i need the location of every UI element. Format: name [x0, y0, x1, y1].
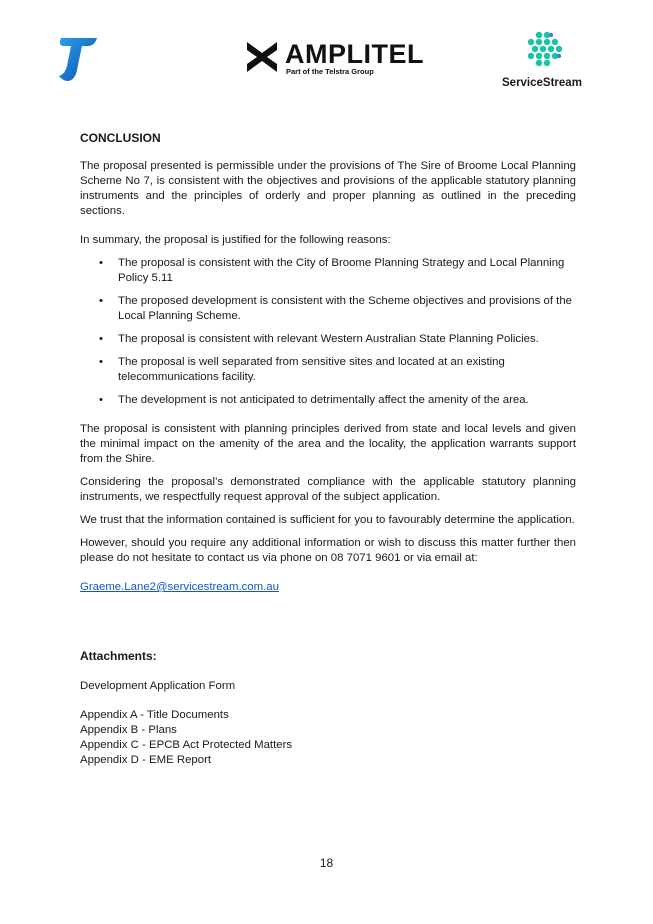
summary-lead: In summary, the proposal is justified for the following reasons:	[80, 234, 391, 246]
list-item	[80, 332, 576, 347]
amplitel-logo	[243, 38, 424, 78]
paragraph-approval: Considering the proposal’s demonstrated compliance with the applicable statutory planning instruments, we respectfully request approval of the subject application.	[80, 476, 576, 503]
reason-text: The proposal is well separated from sensitive sites and located at an existing telecommunications facility.	[118, 356, 505, 383]
conclusion-heading: CONCLUSION	[80, 131, 161, 145]
list-item: Appendix A - Title Documents	[80, 709, 229, 721]
amplitel-wordmark: AMPLITEL	[285, 39, 424, 69]
dot-cluster-logo-icon	[524, 30, 566, 74]
telstra-logo	[55, 36, 99, 82]
conclusion-intro: The proposal presented is permissible under the provisions of The Sire of Broome Local Planning Scheme No 7, is consistent with the objectives and provisions of the applicable statutory planning instruments and the principles of orderly and proper planning as outlined in the preceding sections.	[80, 160, 576, 217]
amplitel-mark-icon	[243, 38, 281, 76]
reason-text: The proposal is consistent with the City of Broome Planning Strategy and Local Planning Policy 5.11	[118, 257, 565, 284]
email-link[interactable]: Graeme.Lane2@servicestream.com.au	[80, 581, 279, 593]
attachments-heading: Attachments:	[80, 649, 157, 663]
list-item	[80, 256, 576, 286]
paragraph-contact: However, should you require any additional information or wish to discuss this matter further then please do not hesitate to contact us via phone on 08 7071 9601 or via email at:	[80, 537, 576, 564]
list-item: Appendix C - EPCB Act Protected Matters	[80, 739, 293, 751]
amplitel-tagline: Part of the Telstra Group	[286, 67, 374, 76]
bullet-icon: •	[99, 356, 103, 368]
list-item	[80, 393, 576, 408]
list-item	[80, 294, 576, 324]
telstra-t-logo-icon	[55, 36, 99, 82]
conclusion-section	[80, 131, 576, 603]
servicestream-logo	[500, 30, 590, 92]
list-item: Appendix D - EME Report	[80, 754, 212, 766]
servicestream-wordmark: ServiceStream	[502, 77, 582, 89]
attachments-section	[80, 649, 576, 768]
bullet-icon: •	[99, 394, 103, 406]
reason-text: The development is not anticipated to detrimentally affect the amenity of the area.	[118, 394, 529, 406]
reason-text: The proposal is consistent with relevant Western Australian State Planning Policies.	[118, 333, 539, 345]
list-item: Appendix B - Plans	[80, 724, 177, 736]
attachment-form: Development Application Form	[80, 680, 236, 692]
paragraph-support: The proposal is consistent with planning principles derived from state and local levels and given the minimal impact on the amenity of the area and the locality, the application warrants support from the Shire.	[80, 423, 576, 465]
bullet-icon: •	[99, 333, 103, 345]
bullet-icon: •	[99, 295, 103, 307]
reasons-list	[80, 256, 576, 408]
paragraph-trust: We trust that the information contained is sufficient for you to favourably determine the application.	[80, 514, 575, 526]
bullet-icon: •	[99, 257, 103, 269]
list-item	[80, 355, 576, 385]
reason-text: The proposed development is consistent with the Scheme objectives and provisions of the Local Planning Scheme.	[118, 295, 572, 322]
page-number: 18	[319, 856, 334, 870]
